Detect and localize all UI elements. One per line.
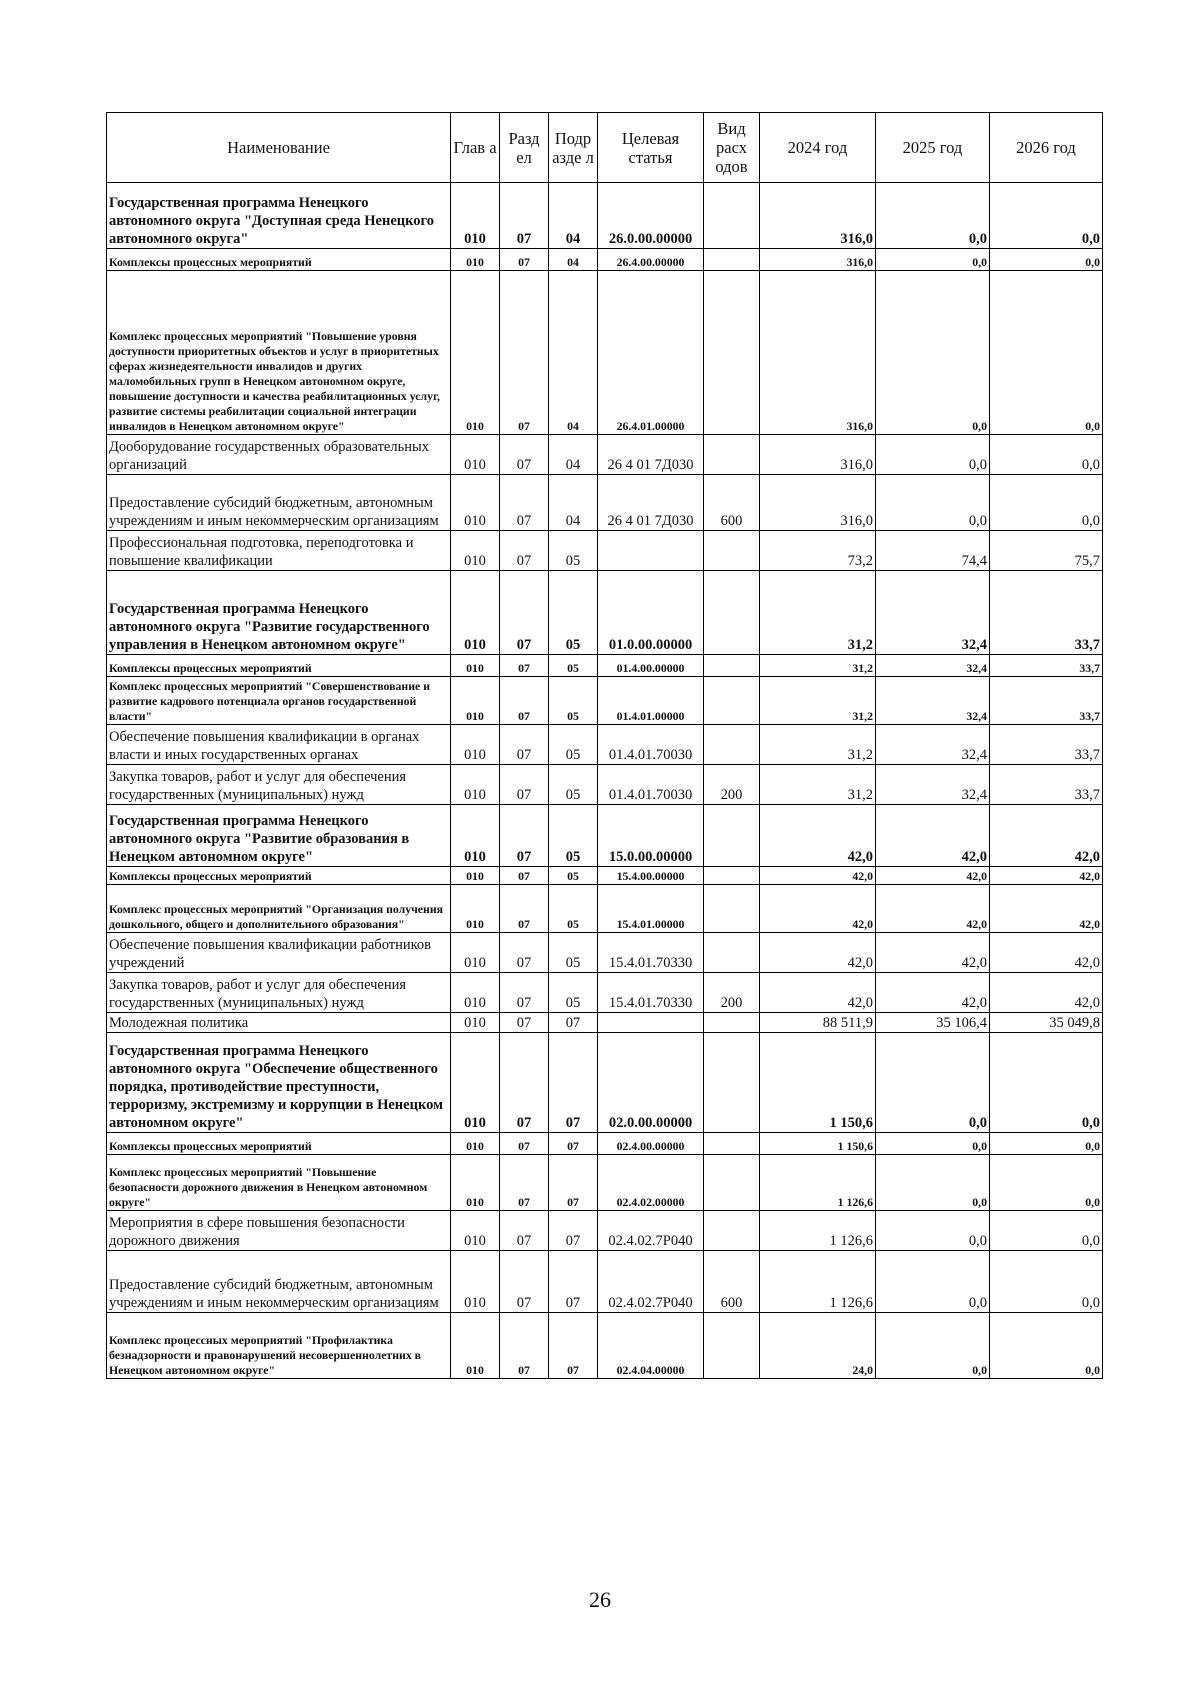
cell-2024: 31,2 xyxy=(760,655,876,677)
cell-razdel: 07 xyxy=(500,933,549,973)
cell-2026: 33,7 xyxy=(990,677,1103,725)
cell-name: Государственная программа Ненецкого автономного округа "Доступная среда Ненецкого автономного округа" xyxy=(107,183,451,249)
budget-table xyxy=(106,112,1103,1379)
cell-glava: 010 xyxy=(451,183,500,249)
cell-2025: 0,0 xyxy=(876,475,990,531)
cell-podrazdel: 05 xyxy=(549,725,598,765)
cell-podrazdel: 05 xyxy=(549,867,598,885)
cell-podrazdel: 05 xyxy=(549,677,598,725)
cell-2024: 42,0 xyxy=(760,973,876,1013)
cell-glava: 010 xyxy=(451,1211,500,1251)
cell-razdel: 07 xyxy=(500,1033,549,1133)
table-row xyxy=(107,271,1103,435)
cell-razdel: 07 xyxy=(500,655,549,677)
cell-2025: 32,4 xyxy=(876,571,990,655)
cell-razdel: 07 xyxy=(500,1013,549,1033)
cell-razdel: 07 xyxy=(500,271,549,435)
cell-podrazdel: 05 xyxy=(549,655,598,677)
cell-razdel: 07 xyxy=(500,435,549,475)
header-2026: 2026 год xyxy=(990,113,1103,183)
cell-celevaya: 01.4.01.70030 xyxy=(598,765,704,805)
cell-2026: 0,0 xyxy=(990,1313,1103,1379)
cell-2024: 31,2 xyxy=(760,765,876,805)
table-row xyxy=(107,531,1103,571)
cell-celevaya xyxy=(598,531,704,571)
table-row xyxy=(107,1013,1103,1033)
cell-podrazdel: 04 xyxy=(549,249,598,271)
cell-razdel: 07 xyxy=(500,805,549,867)
cell-name: Предоставление субсидий бюджетным, автономным учреждениям и иным некоммерческим организациям xyxy=(107,1251,451,1313)
cell-2026: 0,0 xyxy=(990,1211,1103,1251)
cell-2024: 1 126,6 xyxy=(760,1251,876,1313)
cell-vid xyxy=(704,271,760,435)
cell-2025: 0,0 xyxy=(876,1313,990,1379)
cell-2025: 0,0 xyxy=(876,1133,990,1155)
cell-razdel: 07 xyxy=(500,677,549,725)
cell-celevaya: 01.4.01.00000 xyxy=(598,677,704,725)
cell-name: Предоставление субсидий бюджетным, автономным учреждениям и иным некоммерческим организациям xyxy=(107,475,451,531)
cell-celevaya: 26 4 01 7Д030 xyxy=(598,475,704,531)
cell-2024: 316,0 xyxy=(760,249,876,271)
cell-celevaya: 15.4.01.70330 xyxy=(598,933,704,973)
header-2024: 2024 год xyxy=(760,113,876,183)
cell-name: Государственная программа Ненецкого автономного округа "Развитие государственного управления в Ненецком автономном округе" xyxy=(107,571,451,655)
cell-celevaya: 15.4.01.00000 xyxy=(598,885,704,933)
cell-2025: 32,4 xyxy=(876,655,990,677)
cell-celevaya: 15.4.00.00000 xyxy=(598,867,704,885)
cell-2025: 0,0 xyxy=(876,249,990,271)
cell-2024: 1 150,6 xyxy=(760,1033,876,1133)
cell-2024: 73,2 xyxy=(760,531,876,571)
cell-2025: 0,0 xyxy=(876,1155,990,1211)
cell-podrazdel: 04 xyxy=(549,183,598,249)
cell-razdel: 07 xyxy=(500,1155,549,1211)
cell-2024: 31,2 xyxy=(760,677,876,725)
cell-vid xyxy=(704,1313,760,1379)
cell-2024: 88 511,9 xyxy=(760,1013,876,1033)
page-number: 26 xyxy=(589,1587,611,1612)
cell-2024: 1 150,6 xyxy=(760,1133,876,1155)
cell-vid xyxy=(704,677,760,725)
cell-name: Комплекс процессных мероприятий "Организация получения дошкольного, общего и дополнительного образования" xyxy=(107,885,451,933)
cell-vid xyxy=(704,805,760,867)
cell-name: Профессиональная подготовка, переподготовка и повышение квалификации xyxy=(107,531,451,571)
cell-2026: 35 049,8 xyxy=(990,1013,1103,1033)
cell-celevaya: 02.4.02.7Р040 xyxy=(598,1251,704,1313)
cell-celevaya: 02.4.02.7Р040 xyxy=(598,1211,704,1251)
cell-vid xyxy=(704,435,760,475)
cell-2026: 33,7 xyxy=(990,571,1103,655)
cell-razdel: 07 xyxy=(500,183,549,249)
cell-razdel: 07 xyxy=(500,249,549,271)
cell-2026: 0,0 xyxy=(990,475,1103,531)
cell-glava: 010 xyxy=(451,655,500,677)
cell-podrazdel: 07 xyxy=(549,1211,598,1251)
cell-2024: 316,0 xyxy=(760,183,876,249)
cell-vid xyxy=(704,249,760,271)
cell-2025: 0,0 xyxy=(876,1251,990,1313)
cell-podrazdel: 07 xyxy=(549,1313,598,1379)
cell-vid xyxy=(704,571,760,655)
cell-name: Комплекс процессных мероприятий "Повышение безопасности дорожного движения в Ненецком автономном округе" xyxy=(107,1155,451,1211)
cell-2025: 32,4 xyxy=(876,677,990,725)
cell-vid xyxy=(704,655,760,677)
cell-celevaya: 01.0.00.00000 xyxy=(598,571,704,655)
cell-vid xyxy=(704,531,760,571)
cell-vid: 600 xyxy=(704,475,760,531)
cell-2024: 1 126,6 xyxy=(760,1211,876,1251)
cell-2024: 31,2 xyxy=(760,571,876,655)
cell-celevaya: 02.4.00.00000 xyxy=(598,1133,704,1155)
table-row xyxy=(107,1133,1103,1155)
cell-2026: 42,0 xyxy=(990,885,1103,933)
header-glava: Глав а xyxy=(451,113,500,183)
cell-2025: 0,0 xyxy=(876,1211,990,1251)
cell-2026: 0,0 xyxy=(990,1133,1103,1155)
cell-name: Комплексы процессных мероприятий xyxy=(107,249,451,271)
table-row xyxy=(107,805,1103,867)
cell-razdel: 07 xyxy=(500,973,549,1013)
table-row xyxy=(107,677,1103,725)
cell-2026: 0,0 xyxy=(990,1033,1103,1133)
cell-vid xyxy=(704,725,760,765)
cell-vid: 200 xyxy=(704,765,760,805)
cell-2025: 74,4 xyxy=(876,531,990,571)
table-row xyxy=(107,571,1103,655)
cell-2025: 0,0 xyxy=(876,271,990,435)
cell-2025: 42,0 xyxy=(876,805,990,867)
table-row xyxy=(107,867,1103,885)
cell-razdel: 07 xyxy=(500,867,549,885)
cell-glava: 010 xyxy=(451,475,500,531)
cell-celevaya xyxy=(598,1013,704,1033)
header-2025: 2025 год xyxy=(876,113,990,183)
cell-celevaya: 02.0.00.00000 xyxy=(598,1033,704,1133)
cell-glava: 010 xyxy=(451,1033,500,1133)
cell-name: Комплекс процессных мероприятий "Совершенствование и развитие кадрового потенциала органов государственной власти" xyxy=(107,677,451,725)
cell-podrazdel: 05 xyxy=(549,765,598,805)
cell-name: Комплексы процессных мероприятий xyxy=(107,1133,451,1155)
cell-2025: 0,0 xyxy=(876,1033,990,1133)
cell-vid xyxy=(704,933,760,973)
cell-razdel: 07 xyxy=(500,1133,549,1155)
table-row xyxy=(107,973,1103,1013)
header-podrazdel: Подр азде л xyxy=(549,113,598,183)
cell-glava: 010 xyxy=(451,885,500,933)
cell-glava: 010 xyxy=(451,867,500,885)
cell-2025: 42,0 xyxy=(876,867,990,885)
cell-celevaya: 26.4.00.00000 xyxy=(598,249,704,271)
cell-2024: 42,0 xyxy=(760,867,876,885)
cell-2026: 42,0 xyxy=(990,805,1103,867)
cell-podrazdel: 05 xyxy=(549,933,598,973)
cell-name: Закупка товаров, работ и услуг для обеспечения государственных (муниципальных) нужд xyxy=(107,765,451,805)
cell-razdel: 07 xyxy=(500,571,549,655)
header-celevaya: Целевая статья xyxy=(598,113,704,183)
cell-glava: 010 xyxy=(451,973,500,1013)
cell-2024: 31,2 xyxy=(760,725,876,765)
cell-podrazdel: 07 xyxy=(549,1013,598,1033)
cell-name: Государственная программа Ненецкого автономного округа "Развитие образования в Ненецком автономном округе" xyxy=(107,805,451,867)
cell-2026: 75,7 xyxy=(990,531,1103,571)
cell-2024: 316,0 xyxy=(760,271,876,435)
cell-2026: 0,0 xyxy=(990,1155,1103,1211)
table-row xyxy=(107,1313,1103,1379)
cell-podrazdel: 07 xyxy=(549,1155,598,1211)
cell-razdel: 07 xyxy=(500,475,549,531)
cell-glava: 010 xyxy=(451,1013,500,1033)
cell-glava: 010 xyxy=(451,677,500,725)
cell-2024: 42,0 xyxy=(760,885,876,933)
cell-podrazdel: 05 xyxy=(549,805,598,867)
cell-celevaya: 26.0.00.00000 xyxy=(598,183,704,249)
cell-vid xyxy=(704,1013,760,1033)
table-header-row xyxy=(107,113,1103,183)
cell-vid xyxy=(704,1211,760,1251)
cell-podrazdel: 05 xyxy=(549,571,598,655)
table-row xyxy=(107,249,1103,271)
cell-podrazdel: 07 xyxy=(549,1251,598,1313)
cell-2025: 35 106,4 xyxy=(876,1013,990,1033)
cell-2026: 42,0 xyxy=(990,867,1103,885)
cell-glava: 010 xyxy=(451,571,500,655)
cell-glava: 010 xyxy=(451,805,500,867)
cell-glava: 010 xyxy=(451,1133,500,1155)
cell-podrazdel: 05 xyxy=(549,973,598,1013)
cell-2025: 42,0 xyxy=(876,885,990,933)
cell-celevaya: 15.0.00.00000 xyxy=(598,805,704,867)
cell-celevaya: 02.4.04.00000 xyxy=(598,1313,704,1379)
table-row xyxy=(107,765,1103,805)
cell-vid xyxy=(704,1033,760,1133)
cell-glava: 010 xyxy=(451,249,500,271)
cell-name: Комплекс процессных мероприятий "Профилактика безнадзорности и правонарушений несовершеннолетних в Ненецком автономном округе" xyxy=(107,1313,451,1379)
cell-razdel: 07 xyxy=(500,765,549,805)
cell-name: Молодежная политика xyxy=(107,1013,451,1033)
cell-glava: 010 xyxy=(451,1313,500,1379)
cell-name: Комплексы процессных мероприятий xyxy=(107,867,451,885)
cell-name: Государственная программа Ненецкого автономного округа "Обеспечение общественного порядка, противодействие преступности, терроризму, экстремизму и коррупции в Ненецком автономном округе" xyxy=(107,1033,451,1133)
cell-name: Комплекс процессных мероприятий "Повышение уровня доступности приоритетных объектов и услуг в приоритетных сферах жизнедеятельности инвалидов и других маломобильных групп в Ненецком автономном округе, повышение доступности и качества реабилитационных услуг, развитие системы реабилитации социальной интеграции инвалидов в Ненецком автономном округе" xyxy=(107,271,451,435)
cell-glava: 010 xyxy=(451,435,500,475)
cell-name: Обеспечение повышения квалификации в органах власти и иных государственных органах xyxy=(107,725,451,765)
table-row xyxy=(107,655,1103,677)
cell-razdel: 07 xyxy=(500,531,549,571)
cell-podrazdel: 07 xyxy=(549,1033,598,1133)
table-row xyxy=(107,1155,1103,1211)
cell-2026: 42,0 xyxy=(990,973,1103,1013)
cell-2026: 0,0 xyxy=(990,271,1103,435)
cell-glava: 010 xyxy=(451,933,500,973)
cell-podrazdel: 05 xyxy=(549,885,598,933)
cell-2026: 33,7 xyxy=(990,725,1103,765)
cell-2026: 0,0 xyxy=(990,1251,1103,1313)
table-row xyxy=(107,1211,1103,1251)
cell-razdel: 07 xyxy=(500,885,549,933)
cell-2026: 0,0 xyxy=(990,435,1103,475)
cell-glava: 010 xyxy=(451,1155,500,1211)
table-row xyxy=(107,933,1103,973)
cell-podrazdel: 04 xyxy=(549,475,598,531)
cell-2026: 33,7 xyxy=(990,765,1103,805)
cell-2026: 0,0 xyxy=(990,249,1103,271)
cell-vid xyxy=(704,885,760,933)
cell-name: Комплексы процессных мероприятий xyxy=(107,655,451,677)
table-row xyxy=(107,1033,1103,1133)
cell-celevaya: 15.4.01.70330 xyxy=(598,973,704,1013)
table-row xyxy=(107,183,1103,249)
cell-2024: 1 126,6 xyxy=(760,1155,876,1211)
cell-2026: 33,7 xyxy=(990,655,1103,677)
cell-glava: 010 xyxy=(451,1251,500,1313)
cell-2025: 32,4 xyxy=(876,725,990,765)
cell-name: Мероприятия в сфере повышения безопасности дорожного движения xyxy=(107,1211,451,1251)
cell-2025: 42,0 xyxy=(876,933,990,973)
cell-podrazdel: 04 xyxy=(549,435,598,475)
cell-2025: 42,0 xyxy=(876,973,990,1013)
cell-celevaya: 01.4.01.70030 xyxy=(598,725,704,765)
cell-razdel: 07 xyxy=(500,725,549,765)
cell-2024: 42,0 xyxy=(760,805,876,867)
cell-celevaya: 01.4.00.00000 xyxy=(598,655,704,677)
cell-podrazdel: 04 xyxy=(549,271,598,435)
cell-2025: 32,4 xyxy=(876,765,990,805)
table-body xyxy=(107,183,1103,1379)
table-row xyxy=(107,475,1103,531)
table-row xyxy=(107,435,1103,475)
cell-razdel: 07 xyxy=(500,1313,549,1379)
header-vid: Вид расх одов xyxy=(704,113,760,183)
cell-name: Обеспечение повышения квалификации работников учреждений xyxy=(107,933,451,973)
cell-glava: 010 xyxy=(451,765,500,805)
cell-vid xyxy=(704,1155,760,1211)
cell-2024: 24,0 xyxy=(760,1313,876,1379)
cell-2026: 42,0 xyxy=(990,933,1103,973)
cell-glava: 010 xyxy=(451,271,500,435)
cell-vid xyxy=(704,183,760,249)
cell-glava: 010 xyxy=(451,725,500,765)
cell-2025: 0,0 xyxy=(876,435,990,475)
header-razdel: Разд ел xyxy=(500,113,549,183)
cell-2024: 316,0 xyxy=(760,435,876,475)
table-row xyxy=(107,885,1103,933)
cell-celevaya: 02.4.02.00000 xyxy=(598,1155,704,1211)
cell-vid: 600 xyxy=(704,1251,760,1313)
cell-vid xyxy=(704,1133,760,1155)
cell-podrazdel: 05 xyxy=(549,531,598,571)
cell-2026: 0,0 xyxy=(990,183,1103,249)
cell-2025: 0,0 xyxy=(876,183,990,249)
header-name: Наименование xyxy=(107,113,451,183)
cell-celevaya: 26 4 01 7Д030 xyxy=(598,435,704,475)
cell-name: Дооборудование государственных образовательных организаций xyxy=(107,435,451,475)
cell-glava: 010 xyxy=(451,531,500,571)
cell-podrazdel: 07 xyxy=(549,1133,598,1155)
cell-2024: 42,0 xyxy=(760,933,876,973)
cell-name: Закупка товаров, работ и услуг для обеспечения государственных (муниципальных) нужд xyxy=(107,973,451,1013)
cell-razdel: 07 xyxy=(500,1251,549,1313)
table-row xyxy=(107,725,1103,765)
table-row xyxy=(107,1251,1103,1313)
cell-2024: 316,0 xyxy=(760,475,876,531)
cell-celevaya: 26.4.01.00000 xyxy=(598,271,704,435)
cell-vid xyxy=(704,867,760,885)
cell-vid: 200 xyxy=(704,973,760,1013)
cell-razdel: 07 xyxy=(500,1211,549,1251)
